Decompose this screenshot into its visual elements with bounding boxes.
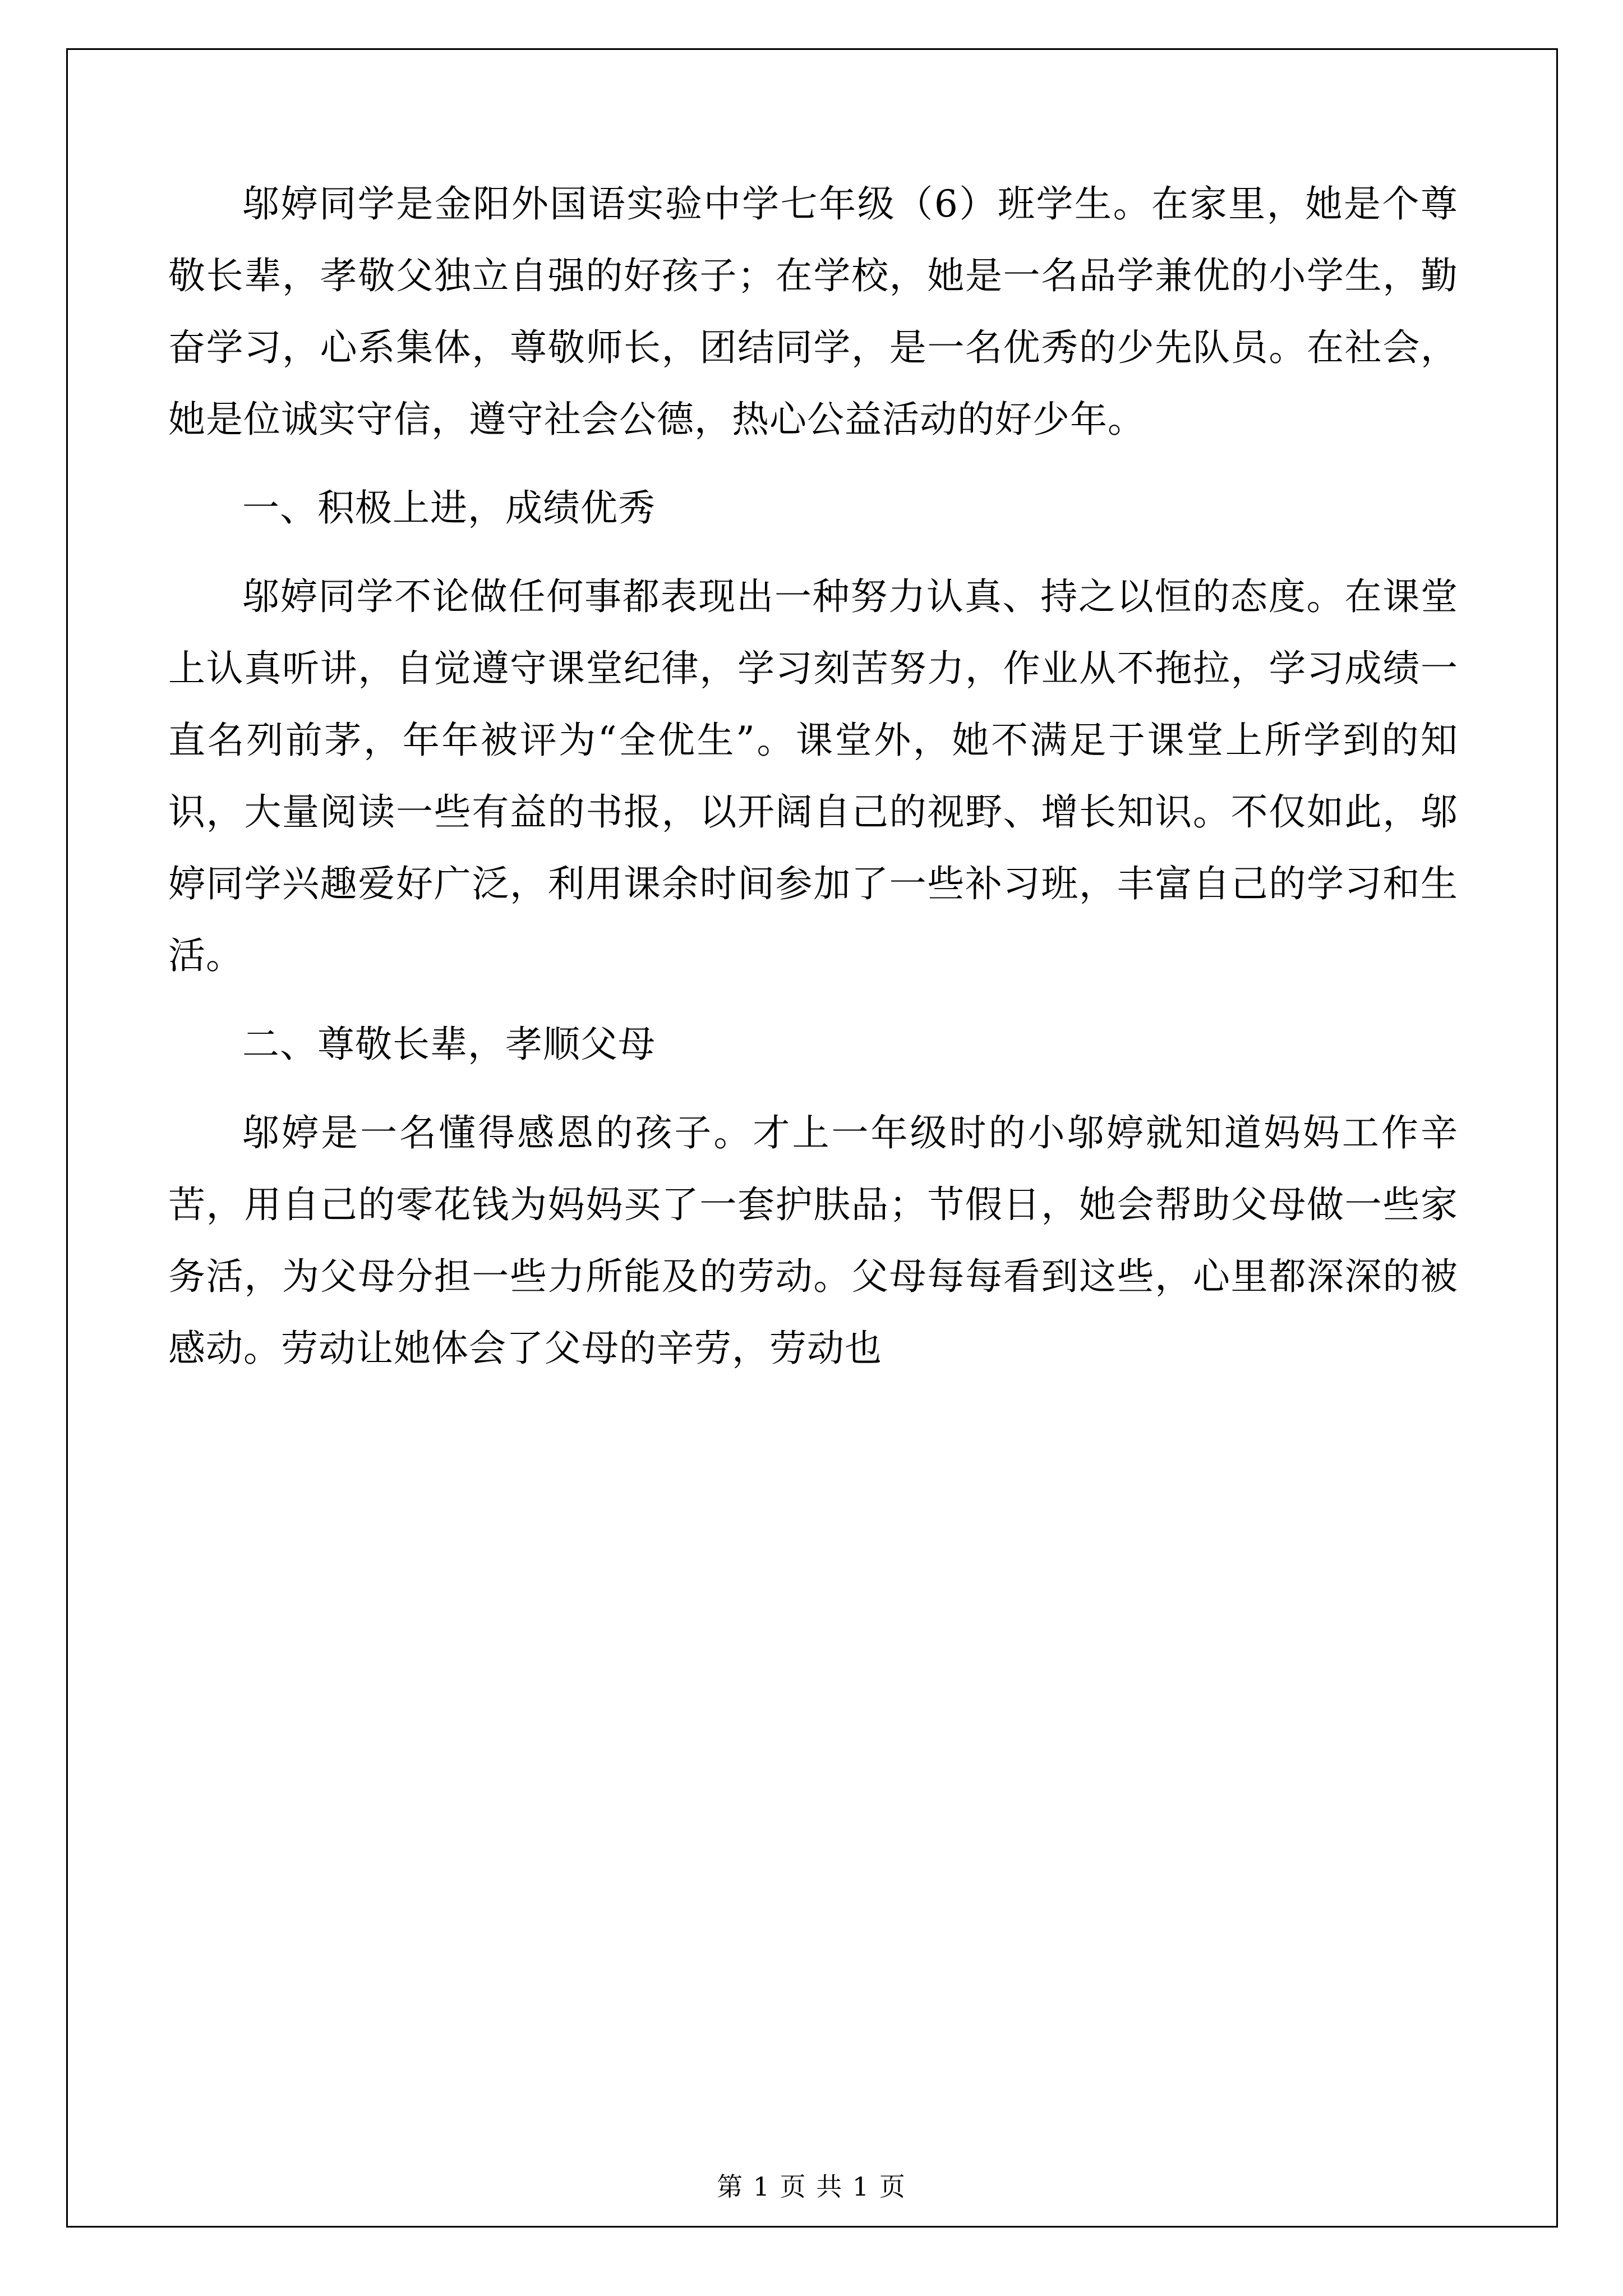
section-heading-1: 一、积极上进，成绩优秀 xyxy=(242,486,656,530)
paragraph-body-2: 邬婷是一名懂得感恩的孩子。才上一年级时的小邬婷就知道妈妈工作辛苦，用自己的零花钱为妈妈买了一套护肤品；节假日，她会帮助父母做一些家务活，为父母分担一些力所能及的劳动。父母每每看到这些，心里都深深的被感动。劳动让她体会了父母的辛劳，劳动也 xyxy=(168,1111,1458,1370)
document-body xyxy=(168,168,1458,1401)
page-footer: 第 1 页 共 1 页 xyxy=(717,2171,906,2202)
section-heading-2: 二、尊敬长辈，孝顺父母 xyxy=(242,1023,656,1066)
paragraph-intro: 邬婷同学是金阳外国语实验中学七年级（6）班学生。在家里，她是个尊敬长辈，孝敬父独立自强的好孩子；在学校，她是一名品学兼优的小学生，勤奋学习，心系集体，尊敬师长，团结同学，是一名优秀的少先队员。在社会，她是位诚实守信，遵守社会公德，热心公益活动的好少年。 xyxy=(168,182,1458,441)
paragraph-body-1: 邬婷同学不论做任何事都表现出一种努力认真、持之以恒的态度。在课堂上认真听讲，自觉遵守课堂纪律，学习刻苦努力，作业从不拖拉，学习成绩一直名列前茅，年年被评为“全优生”。课堂外，她不满足于课堂上所学到的知识，大量阅读一些有益的书报，以开阔自己的视野、增长知识。不仅如此，邬婷同学兴趣爱好广泛，利用课余时间参加了一些补习班，丰富自己的学习和生活。 xyxy=(168,575,1458,977)
